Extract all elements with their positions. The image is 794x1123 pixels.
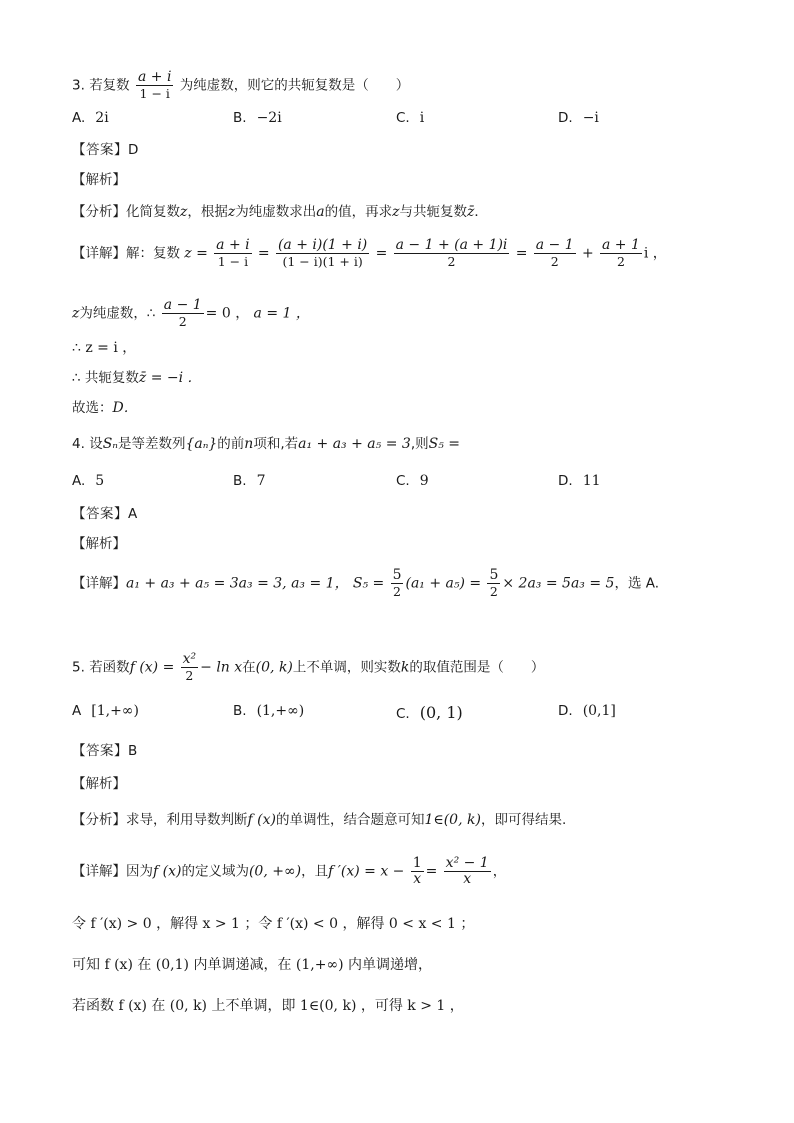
q3-stem: 3. 若复数 $\frac{a + i}{1 - i}$ 为纯虚数，则它的共轭复数是（ ） bbox=[72, 69, 410, 101]
q3-fraction: $\frac{a + i}{1 - i}$ bbox=[137, 69, 172, 101]
q5-stem: 5. 若函数f (x) = $\frac{\text{x²}}{2}$ − ln x在(0, k)上不单调，则实数k的取值范围是（ ） bbox=[72, 651, 545, 683]
q3-answer: 【答案】D bbox=[72, 142, 139, 158]
q5-answer: 【答案】B bbox=[72, 743, 138, 759]
q3-number: 3. bbox=[72, 77, 85, 94]
q4-option-d[interactable]: D. 11 bbox=[558, 473, 601, 489]
q5-step-conclusion: 若函数 f (x) 在 (0, k) 上不单调，即 1∈(0, k) ，可得 k > 1 ， bbox=[72, 998, 464, 1014]
q3-option-c[interactable]: C. i bbox=[396, 110, 425, 126]
q4-option-a[interactable]: A. 5 bbox=[72, 473, 105, 489]
q4-option-b[interactable]: B. 7 bbox=[233, 473, 266, 489]
q5-detail: 【详解】因为f (x)的定义域为(0, +∞)，且f ′(x) = x − $\frac{1}{x}$ = $\frac{\text{x² − 1}}{x}$ ， bbox=[72, 855, 507, 887]
q5-option-c[interactable]: C. (0, 1) bbox=[396, 703, 463, 722]
q3-fenxi: 【分析】化简复数z，根据z为纯虚数求出a的值，再求z与共轭复数z̄． bbox=[72, 204, 488, 220]
q4-analysis-label: 【解析】 bbox=[72, 536, 126, 552]
q4-detail: 【详解】a₁ + a₃ + a₅ = 3a₃ = 3, a₃ = 1， S₅ = $\frac{5}{2}$ (a₁ + a₅) = $\frac{5}{2}$ × 2a₃ = 5a₃ = 5，选 A. bbox=[72, 567, 660, 599]
q5-option-a[interactable]: A [1,+∞) bbox=[72, 703, 139, 719]
q4-answer: 【答案】A bbox=[72, 506, 138, 522]
q5-option-b[interactable]: B. (1,+∞) bbox=[233, 703, 305, 719]
q3-detail: 【详解】解：复数 z = $\frac{a + i}{1 - i}$ = $\frac{(a + i)(1 + i)}{(1 - i)(1 + i)}$ = $\frac{a - 1 + (a + 1)i}{2}$ = $\frac{a - 1}{2}$ + $\frac{a + 1}{2}$ i ， bbox=[72, 237, 667, 269]
q3-step-conjugate: ∴ 共轭复数z̄ = −i ． bbox=[72, 370, 202, 386]
q5-analysis-label: 【解析】 bbox=[72, 776, 126, 792]
q3-step-z: ∴ z = i ， bbox=[72, 340, 137, 356]
q5-step-sign: 令 f ′(x) > 0 ，解得 x > 1 ；令 f ′(x) < 0 ，解得 0 < x < 1 ； bbox=[72, 916, 475, 932]
q5-option-d[interactable]: D. (0,1] bbox=[558, 703, 616, 719]
q4-option-c[interactable]: C. 9 bbox=[396, 473, 429, 489]
q3-option-b[interactable]: B. −2i bbox=[233, 110, 282, 126]
q3-choice: 故选：D． bbox=[72, 400, 138, 416]
q5-fenxi: 【分析】求导，利用导数判断f (x)的单调性，结合题意可知1∈(0, k)，即可得结果. bbox=[72, 812, 567, 828]
q4-stem: 4. 设Sₙ是等差数列{aₙ}的前n项和,若a₁ + a₃ + a₅ = 3,则S₅ = bbox=[72, 436, 460, 452]
q3-option-a[interactable]: A. 2i bbox=[72, 110, 109, 126]
q5-step-monotonic: 可知 f (x) 在 (0,1) 内单调递减，在 (1,+∞) 内单调递增， bbox=[72, 957, 433, 973]
q3-step-pure-imag: z为纯虚数，∴ $\frac{a - 1}{2}$ = 0 ， a = 1 ， bbox=[72, 297, 310, 329]
q3-analysis-label: 【解析】 bbox=[72, 172, 126, 188]
q3-option-d[interactable]: D. −i bbox=[558, 110, 599, 126]
